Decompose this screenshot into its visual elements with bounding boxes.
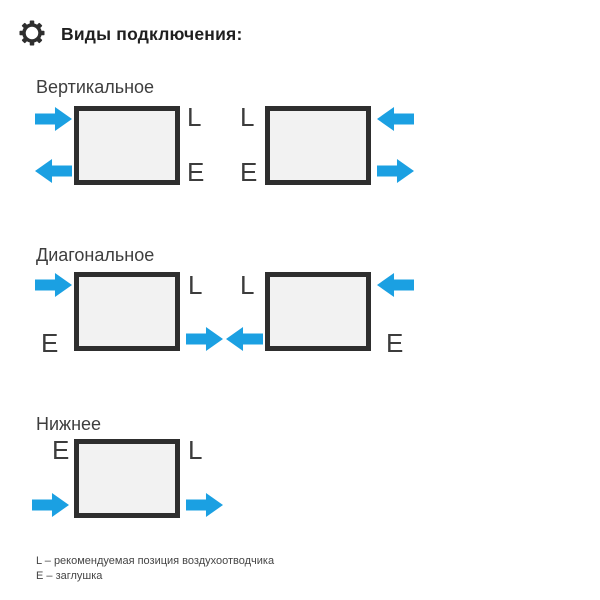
plug-label: E (386, 328, 404, 358)
section-title-bottom: Нижнее (36, 414, 102, 434)
plug-label: E (187, 157, 205, 187)
section-title-vertical: Вертикальное (36, 77, 155, 97)
inlet-arrow-icon (377, 273, 414, 297)
plug-label: E (240, 157, 258, 187)
gear-icon (17, 18, 47, 48)
outlet-arrow-icon (35, 159, 72, 183)
radiator-body (265, 106, 371, 185)
radiator-body (265, 272, 371, 351)
inlet-arrow-icon (377, 107, 414, 131)
plug-label: E (41, 328, 59, 358)
plug-label: E (52, 435, 70, 465)
outlet-arrow-icon (186, 327, 223, 351)
inlet-arrow-icon (35, 273, 72, 297)
air-vent-label: L (188, 270, 203, 300)
legend-air-vent-line: L – рекомендуемая позиция воздухоотводчика (36, 555, 275, 567)
air-vent-label: L (240, 270, 255, 300)
legend-plug-line: E – заглушка (36, 570, 103, 582)
air-vent-label: L (188, 435, 203, 465)
air-vent-label: L (240, 102, 255, 132)
page-title: Виды подключения: (61, 24, 243, 44)
section-title-diagonal: Диагональное (36, 245, 155, 265)
outlet-arrow-icon (377, 159, 414, 183)
radiator-body (74, 439, 180, 518)
outlet-arrow-icon (226, 327, 263, 351)
air-vent-label: L (187, 102, 202, 132)
inlet-arrow-icon (35, 107, 72, 131)
radiator-body (74, 272, 180, 351)
outlet-arrow-icon (186, 493, 223, 517)
radiator-body (74, 106, 180, 185)
inlet-arrow-icon (32, 493, 69, 517)
